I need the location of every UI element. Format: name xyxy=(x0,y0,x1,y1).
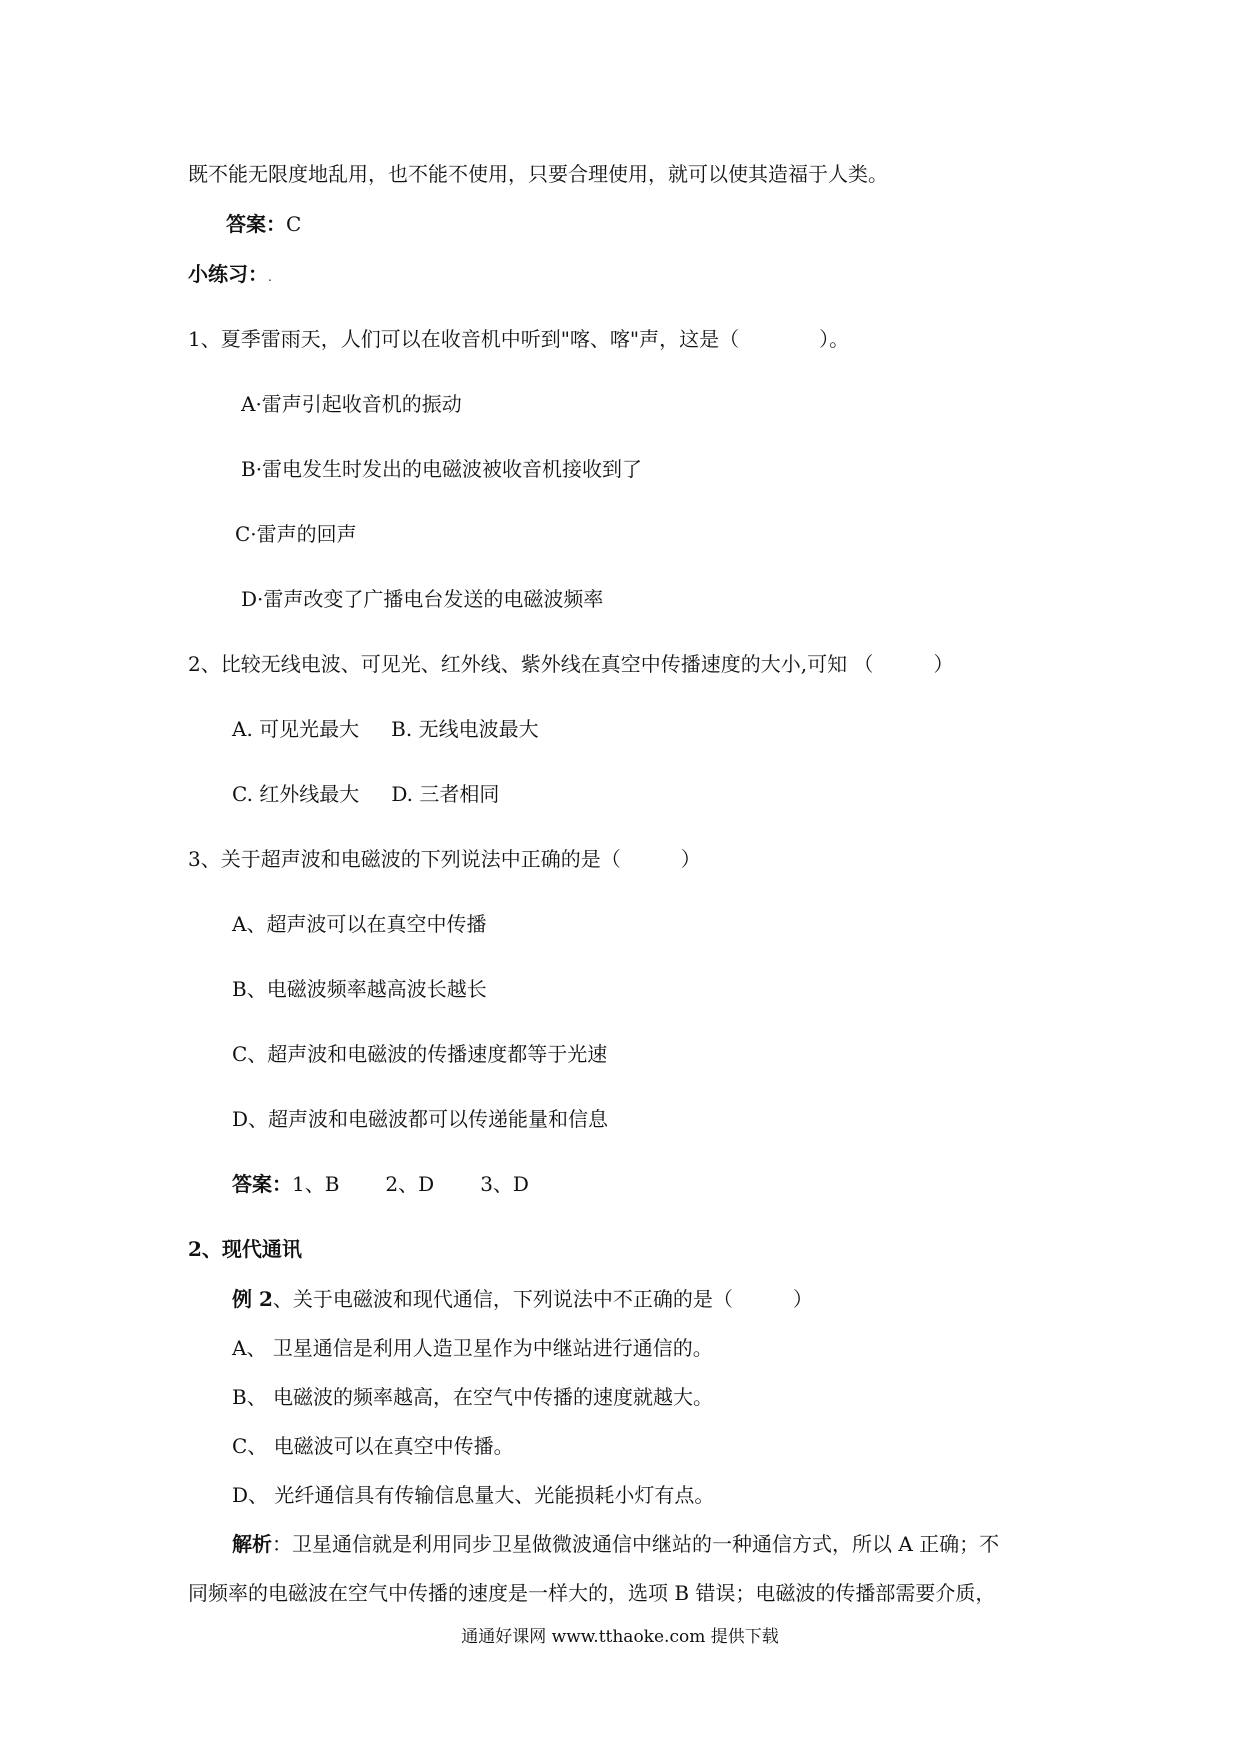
answer-item-3: 3、D xyxy=(480,1172,529,1196)
question-1-option-d: D·雷声改变了广播电台发送的电磁波频率 xyxy=(241,587,604,611)
practice-heading-text: 小练习： xyxy=(188,262,268,286)
question-3-option-b: B、电磁波频率越高波长越长 xyxy=(232,977,487,1001)
question-1-stem: 1、夏季雷雨天，人们可以在收音机中听到"喀、喀"声，这是（ ）。 xyxy=(188,327,850,351)
question-1-option-c: C·雷声的回声 xyxy=(235,522,357,546)
analysis-line-1 xyxy=(232,1531,999,1557)
answers-label: 答案： xyxy=(232,1172,292,1196)
question-3-option-a: A、超声波可以在真空中传播 xyxy=(232,912,487,936)
question-3-stem: 3、关于超声波和电磁波的下列说法中正确的是（ ） xyxy=(188,847,701,871)
example-2-option-a: A、 卫星通信是利用人造卫星作为中继站进行通信的。 xyxy=(232,1336,713,1360)
example-2-stem-text: 、关于电磁波和现代通信，下列说法中不正确的是（ ） xyxy=(272,1287,813,1311)
example-2-label: 例 2 xyxy=(232,1287,273,1311)
answer-label: 答案： xyxy=(226,212,286,236)
answer-item-2: 2、D xyxy=(385,1172,435,1196)
section-2-heading: 2、现代通讯 xyxy=(188,1237,302,1261)
intro-tail-text: 既不能无限度地乱用，也不能不使用，只要合理使用，就可以使其造福于人类。 xyxy=(188,162,888,186)
answer-line xyxy=(226,211,301,237)
example-2-option-b: B、 电磁波的频率越高，在空气中传播的速度就越大。 xyxy=(232,1385,714,1409)
analysis-line-2: 同频率的电磁波在空气中传播的速度是一样大的，选项 B 错误；电磁波的传播部需要介质， xyxy=(188,1581,996,1605)
question-2-option-b: B. 无线电波最大 xyxy=(391,717,539,741)
example-2-option-c: C、 电磁波可以在真空中传播。 xyxy=(232,1434,514,1458)
question-2-option-d: D. 三者相同 xyxy=(391,782,500,806)
question-2-option-c: C. 红外线最大 xyxy=(232,782,360,806)
question-3-option-c: C、超声波和电磁波的传播速度都等于光速 xyxy=(232,1042,608,1066)
practice-mark: . xyxy=(268,270,272,284)
example-2-option-d: D、 光纤通信具有传输信息量大、光能损耗小灯有点。 xyxy=(232,1483,715,1507)
practice-heading xyxy=(188,261,272,290)
answer-item-1: 1、B xyxy=(292,1172,340,1196)
question-2-options-row-2 xyxy=(232,781,499,807)
analysis-label: 解析 xyxy=(232,1532,272,1556)
question-2-stem: 2、比较无线电波、可见光、红外线、紫外线在真空中传播速度的大小,可知 （ ） xyxy=(188,652,954,676)
analysis-text-1: ：卫星通信就是利用同步卫星做微波通信中继站的一种通信方式，所以 A 正确；不 xyxy=(272,1532,1000,1556)
page-footer: 通通好课网 www.tthaoke.com 提供下载 xyxy=(461,1627,779,1647)
question-1-option-a: A·雷声引起收音机的振动 xyxy=(241,392,462,416)
answer-value: C xyxy=(286,212,302,236)
example-2-stem xyxy=(232,1286,813,1312)
question-2-options-row-1 xyxy=(232,716,539,742)
question-1-option-b: B·雷电发生时发出的电磁波被收音机接收到了 xyxy=(241,457,643,481)
question-3-option-d: D、超声波和电磁波都可以传递能量和信息 xyxy=(232,1107,609,1131)
question-2-option-a: A. 可见光最大 xyxy=(232,717,360,741)
answers-line xyxy=(232,1171,529,1197)
